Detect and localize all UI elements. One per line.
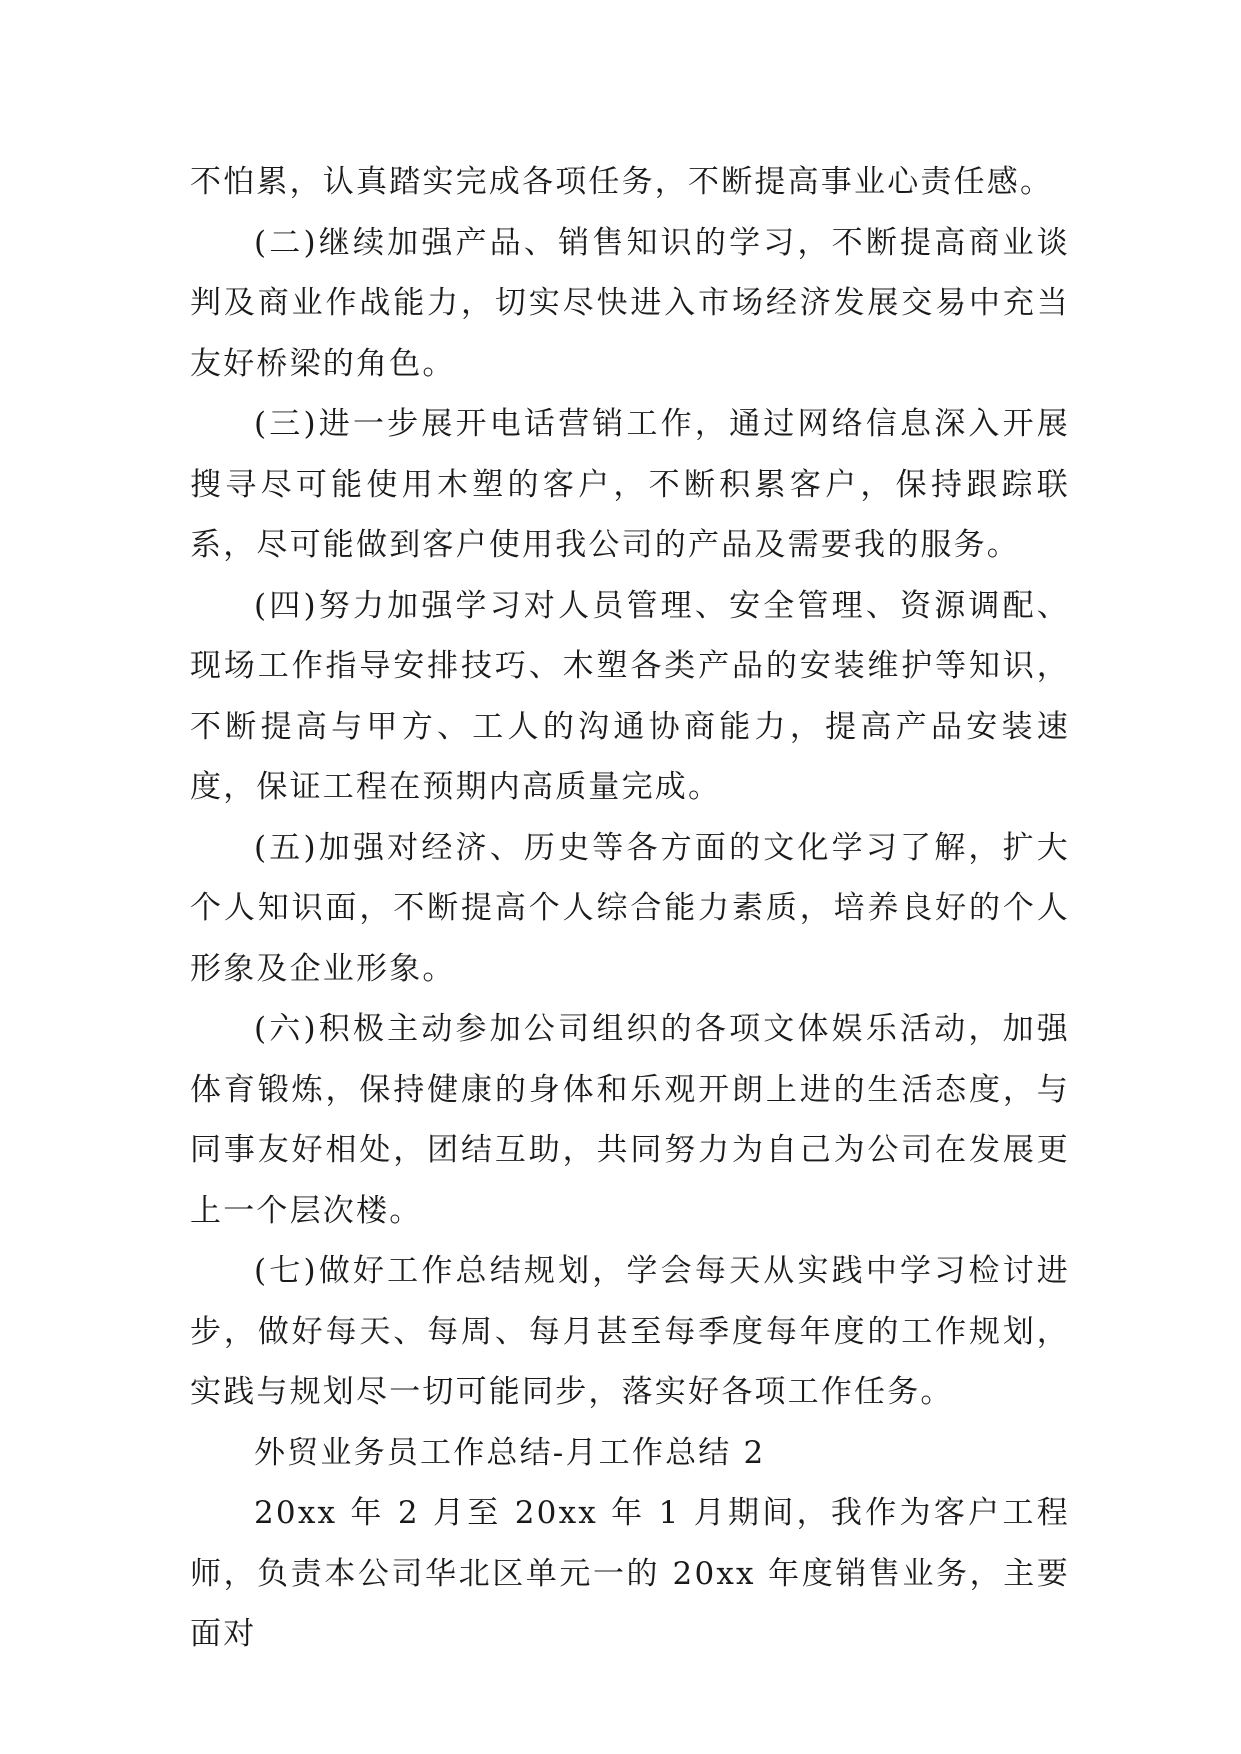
paragraph-continuation: 不怕累，认真踏实完成各项任务，不断提高事业心责任感。 bbox=[190, 164, 1054, 200]
paragraph-summary-start: 20xx 年 2 月至 20xx 年 1 月期间，我作为客户工程师，负责本公司华北区单元一的 20xx 年度销售业务，主要面对 bbox=[190, 1495, 1070, 1652]
paragraph-item-4: (四)努力加强学习对人员管理、安全管理、资源调配、现场工作指导安排技巧、木塑各类产品的安装维护等知识，不断提高与甲方、工人的沟通协商能力，提高产品安装速度，保证工程在预期内高质量完成。 bbox=[190, 587, 1070, 805]
paragraph-item-6: (六)积极主动参加公司组织的各项文体娱乐活动，加强体育锻炼，保持健康的身体和乐观开朗上进的生活态度，与同事友好相处，团结互助，共同努力为自己为公司在发展更上一个层次楼。 bbox=[190, 1011, 1070, 1229]
paragraph-item-3: (三)进一步展开电话营销工作，通过网络信息深入开展搜寻尽可能使用木塑的客户，不断积累客户，保持跟踪联系，尽可能做到客户使用我公司的产品及需要我的服务。 bbox=[190, 406, 1070, 563]
paragraph-item-5: (五)加强对经济、历史等各方面的文化学习了解，扩大个人知识面，不断提高个人综合能力素质，培养良好的个人形象及企业形象。 bbox=[190, 829, 1070, 987]
document-body bbox=[190, 152, 1070, 1665]
paragraph-item-7: (七)做好工作总结规划，学会每天从实践中学习检讨进步，做好每天、每周、每月甚至每季度每年度的工作规划，实践与规划尽一切可能同步，落实好各项工作任务。 bbox=[190, 1253, 1070, 1410]
paragraph-item-2: (二)继续加强产品、销售知识的学习，不断提高商业谈判及商业作战能力，切实尽快进入市场经济发展交易中充当友好桥梁的角色。 bbox=[190, 224, 1070, 382]
section-subtitle: 外贸业务员工作总结-月工作总结 2 bbox=[254, 1434, 766, 1471]
